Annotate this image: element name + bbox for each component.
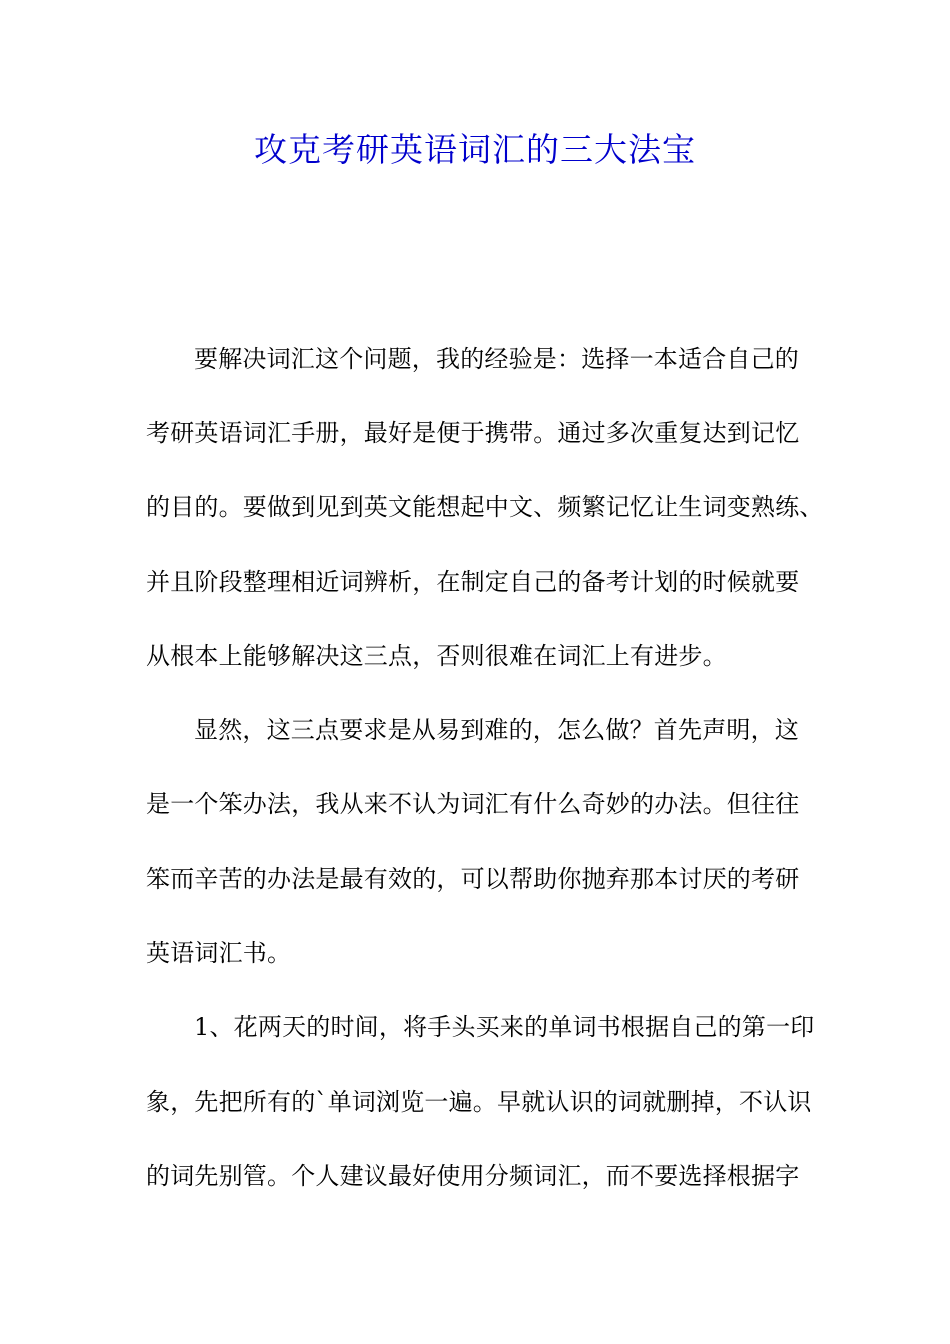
paragraph-1-line-3: 的目的。要做到见到英文能想起中文、频繁记忆让生词变熟练、 bbox=[146, 493, 824, 521]
paragraph-2-line-4: 英语词汇书。 bbox=[146, 939, 292, 967]
paragraph-2-line-1: 显然，这三点要求是从易到难的，怎么做？首先声明，这 bbox=[194, 716, 799, 744]
paragraph-3-line-1: 1、花两天的时间，将手头买来的单词书根据自己的第一印 bbox=[194, 1013, 815, 1041]
paragraph-1-line-1: 要解决词汇这个问题，我的经验是：选择一本适合自己的 bbox=[194, 345, 799, 373]
paragraph-2-line-2: 是一个笨办法，我从来不认为词汇有什么奇妙的办法。但往往 bbox=[146, 790, 800, 818]
paragraph-1-line-4: 并且阶段整理相近词辨析，在制定自己的备考计划的时候就要 bbox=[146, 568, 800, 596]
paragraph-3-line-3: 的词先别管。个人建议最好使用分频词汇，而不要选择根据字 bbox=[146, 1162, 800, 1190]
paragraph-2-line-3: 笨而辛苦的办法是最有效的，可以帮助你抛弃那本讨厌的考研 bbox=[146, 865, 800, 893]
paragraph-1-line-2: 考研英语词汇手册，最好是便于携带。通过多次重复达到记忆 bbox=[146, 419, 800, 447]
paragraph-1-line-5: 从根本上能够解决这三点，否则很难在词汇上有进步。 bbox=[146, 642, 727, 670]
paragraph-3-line-2: 象，先把所有的`单词浏览一遍。早就认识的词就删掉，不认识 bbox=[146, 1088, 812, 1116]
document-title: 攻克考研英语词汇的三大法宝 bbox=[254, 130, 696, 169]
